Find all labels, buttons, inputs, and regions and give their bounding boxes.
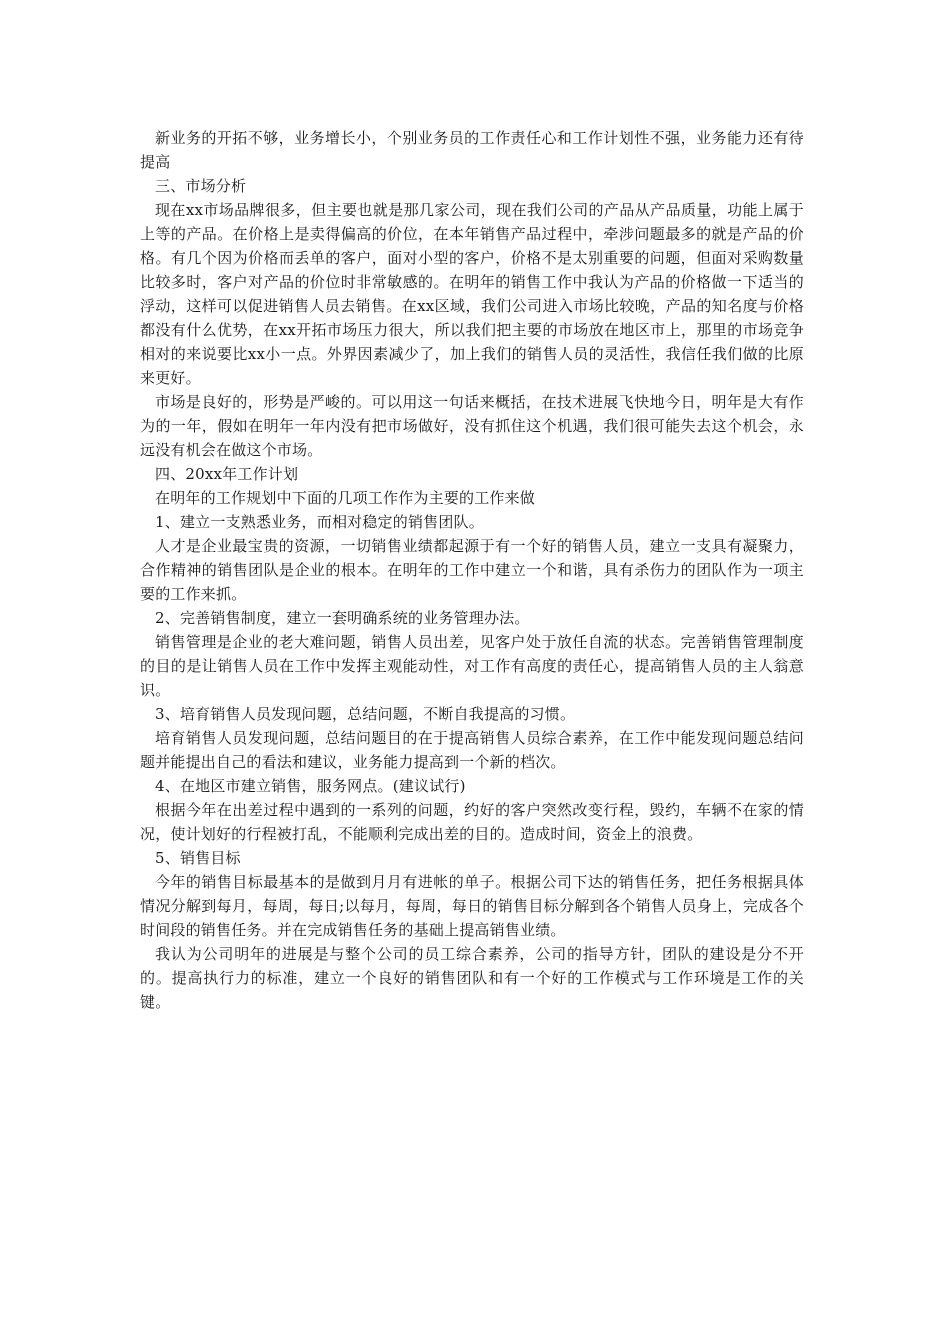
paragraph-business-issues: 新业务的开拓不够，业务增长小，个别业务员的工作责任心和工作计划性不强，业务能力还有待提高 bbox=[140, 129, 804, 171]
document-page bbox=[140, 126, 804, 1014]
item-service-outlets: 4、在地区市建立销售，服务网点。(建议试行) bbox=[155, 777, 466, 795]
paragraph-plan-intro: 在明年的工作规划中下面的几项工作作为主要的工作来做 bbox=[155, 489, 536, 507]
heading-market-analysis: 三、市场分析 bbox=[155, 177, 247, 195]
paragraph-market-outlook: 市场是良好的，形势是严峻的。可以用这一句话来概括，在技术进展飞快地今日，明年是大有作为的一年，假如在明年一年内没有把市场做好，没有抓住这个机遇，我们很可能失去这个机会，永远没有机会在做这个市场。 bbox=[140, 393, 804, 459]
item-sales-team: 1、建立一支熟悉业务，而相对稳定的销售团队。 bbox=[155, 513, 484, 531]
paragraph-market-brands: 现在xx市场品牌很多，但主要也就是那几家公司，现在我们公司的产品从产品质量，功能上属于上等的产品。在价格上是卖得偏高的价位，在本年销售产品过程中，牵涉问题最多的就是产品的价格。有几个因为价格而丢单的客户，面对小型的客户，价格不是太别重要的问题，但面对采购数量比较多时，客户对产品的价位时非常敏感的。在明年的销售工作中我认为产品的价格做一下适当的浮动，这样可以促进销售人员去销售。在xx区域，我们公司进入市场比较晚，产品的知名度与价格都没有什么优势，在xx开拓市场压力很大，所以我们把主要的市场放在地区市上，那里的市场竞争相对的来说要比xx小一点。外界因素减少了，加上我们的销售人员的灵活性，我信任我们做的比原来更好。 bbox=[140, 201, 804, 387]
paragraph-sales-team: 人才是企业最宝贵的资源，一切销售业绩都起源于有一个好的销售人员，建立一支具有凝聚力，合作精神的销售团队是企业的根本。在明年的工作中建立一个和谐，具有杀伤力的团队作为一项主要的工作来抓。 bbox=[140, 537, 804, 603]
paragraph-sales-system: 销售管理是企业的老大难问题，销售人员出差，见客户处于放任自流的状态。完善销售管理制度的目的是让销售人员在工作中发挥主观能动性，对工作有高度的责任心，提高销售人员的主人翁意识。 bbox=[140, 633, 804, 699]
paragraph-problem-habits: 培育销售人员发现问题，总结问题目的在于提高销售人员综合素养，在工作中能发现问题总结问题并能提出自己的看法和建议，业务能力提高到一个新的档次。 bbox=[140, 729, 804, 771]
paragraph-conclusion: 我认为公司明年的进展是与整个公司的员工综合素养，公司的指导方针，团队的建设是分不开的。提高执行力的标准，建立一个良好的销售团队和有一个好的工作模式与工作环境是工作的关键。 bbox=[140, 945, 804, 1011]
paragraph-service-outlets: 根据今年在出差过程中遇到的一系列的问题，约好的客户突然改变行程，毁约，车辆不在家的情况，使计划好的行程被打乱，不能顺利完成出差的目的。造成时间，资金上的浪费。 bbox=[140, 801, 804, 843]
item-sales-system: 2、完善销售制度，建立一套明确系统的业务管理办法。 bbox=[155, 609, 530, 627]
item-sales-target: 5、销售目标 bbox=[155, 849, 241, 867]
paragraph-sales-target: 今年的销售目标最基本的是做到月月有进帐的单子。根据公司下达的销售任务，把任务根据具体情况分解到每月，每周，每日;以每月，每周，每日的销售目标分解到各个销售人员身上，完成各个时间段的销售任务。并在完成销售任务的基础上提高销售业绩。 bbox=[140, 873, 804, 939]
heading-work-plan: 四、20xx年工作计划 bbox=[155, 465, 299, 483]
item-problem-habits: 3、培育销售人员发现问题，总结问题，不断自我提高的习惯。 bbox=[155, 705, 576, 723]
